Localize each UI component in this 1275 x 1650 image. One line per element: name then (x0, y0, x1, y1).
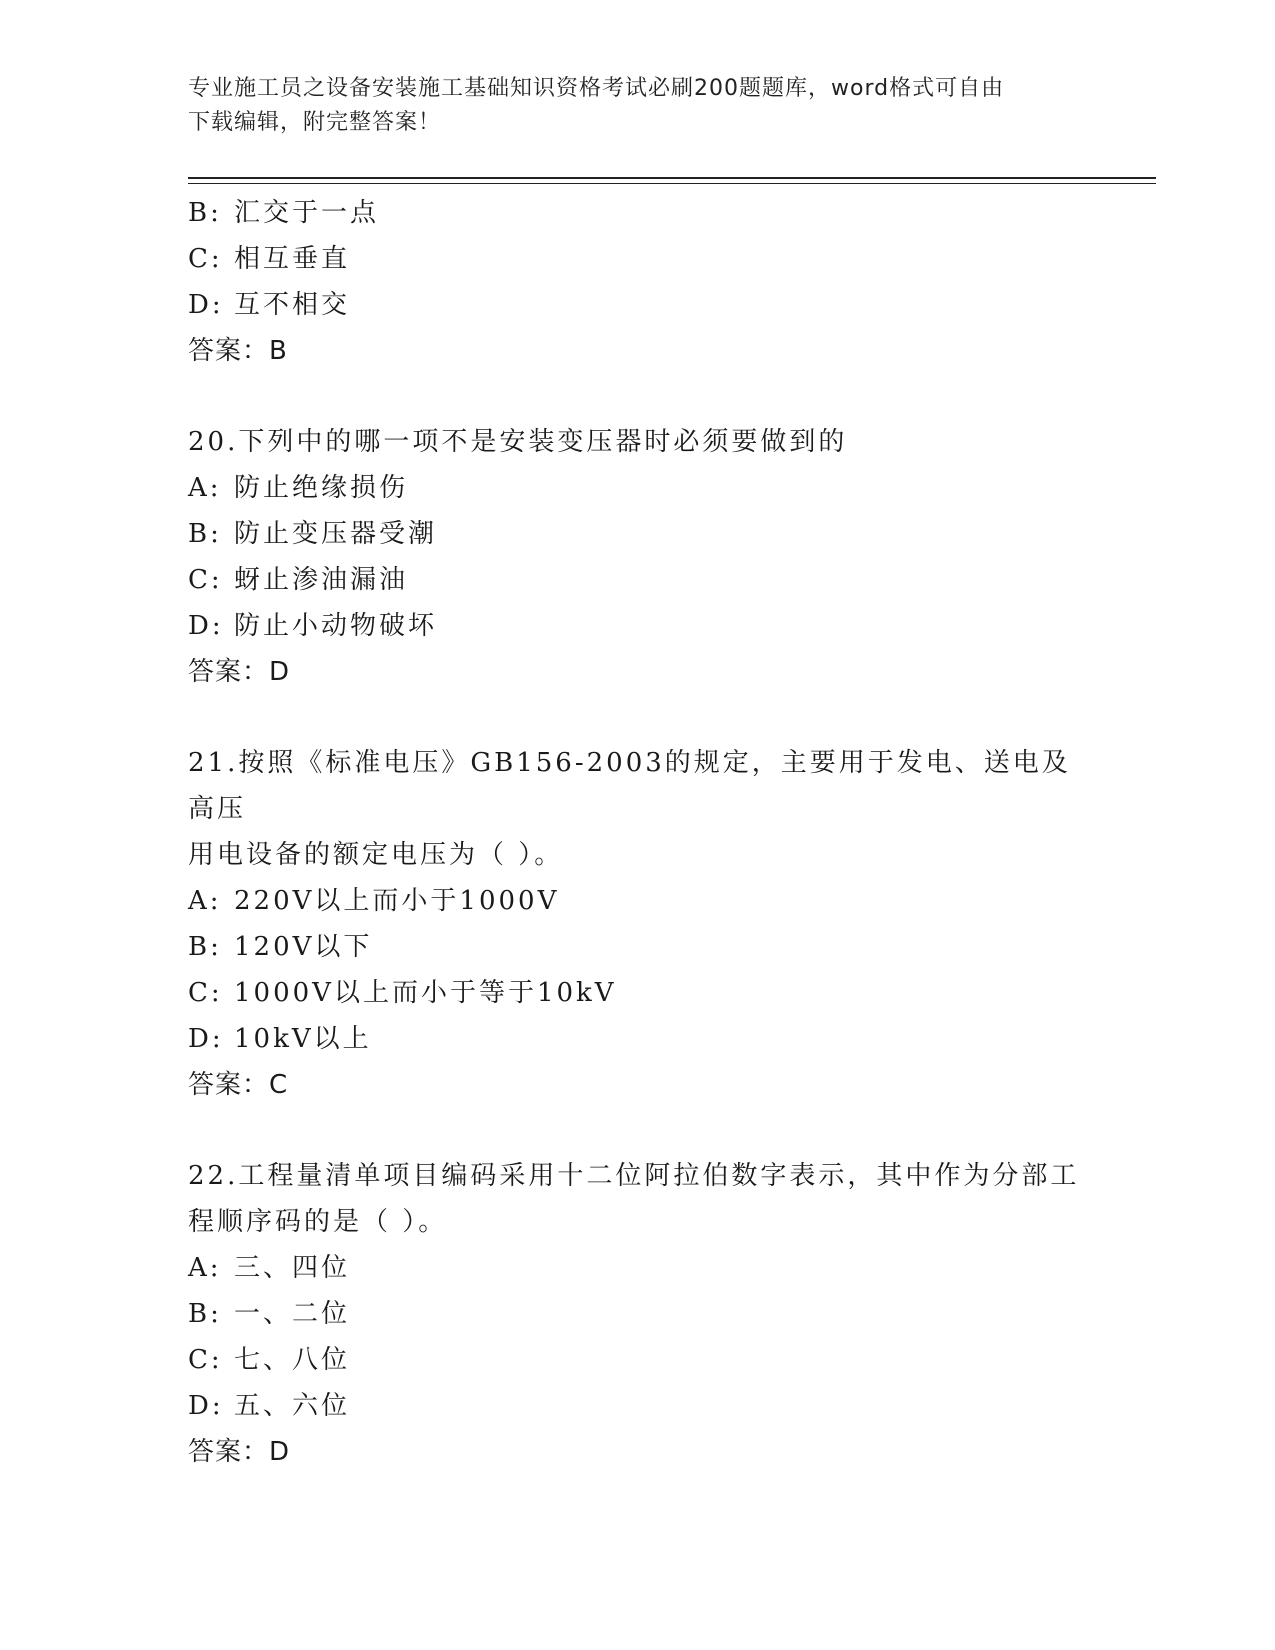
question-stem-continued: 用电设备的额定电压为（ ）。 (188, 840, 564, 870)
spacer (188, 374, 1088, 419)
option-text: 蚜止渗油漏油 (234, 565, 409, 595)
option-b (188, 190, 1088, 236)
option-text: 一、二位 (234, 1299, 351, 1329)
answer-line: 答案：C (188, 1070, 289, 1100)
header-divider-thin (188, 183, 1156, 184)
option-c (188, 557, 1088, 603)
option-text: 防止绝缘损伤 (234, 473, 409, 503)
option-d (188, 603, 1088, 649)
option-text: 相互垂直 (234, 244, 351, 274)
question-22 (188, 1153, 1088, 1475)
option-text: 10kV以上 (234, 1024, 372, 1054)
option-key: D: (188, 611, 224, 641)
option-d (188, 1383, 1088, 1429)
option-key: D: (188, 1391, 224, 1421)
option-key: B: (188, 932, 222, 962)
answer-line: 答案：D (188, 657, 291, 687)
answer-line: 答案：D (188, 1437, 291, 1467)
option-key: B: (188, 1299, 222, 1329)
question-list (188, 190, 1088, 1475)
option-a (188, 878, 1088, 924)
option-text: 五、六位 (234, 1391, 351, 1421)
option-b (188, 511, 1088, 557)
spacer (188, 1108, 1088, 1153)
option-b (188, 924, 1088, 970)
option-c (188, 970, 1088, 1016)
option-key: C: (188, 978, 223, 1008)
option-text: 防止小动物破坏 (234, 611, 438, 641)
question-stem: 20.下列中的哪一项不是安装变压器时必须要做到的 (188, 427, 848, 457)
option-text: 防止变压器受潮 (234, 519, 438, 549)
option-key: C: (188, 565, 223, 595)
option-key: C: (188, 1345, 223, 1375)
option-text: 三、四位 (234, 1253, 351, 1283)
option-a (188, 1245, 1088, 1291)
header-line-2: 下载编辑，附完整答案！ (188, 110, 442, 135)
option-text: 互不相交 (234, 290, 351, 320)
option-a (188, 465, 1088, 511)
option-key: D: (188, 1024, 224, 1054)
option-key: B: (188, 198, 222, 228)
question-19-continued (188, 190, 1088, 374)
question-20 (188, 419, 1088, 695)
spacer (188, 695, 1088, 740)
option-key: D: (188, 290, 224, 320)
option-text: 七、八位 (234, 1345, 351, 1375)
option-text: 120V以下 (234, 932, 373, 962)
option-text: 汇交于一点 (234, 198, 380, 228)
option-key: C: (188, 244, 223, 274)
option-d (188, 1016, 1088, 1062)
option-text: 1000V以上而小于等于10kV (234, 978, 617, 1008)
document-header (188, 72, 1088, 140)
header-line-1: 专业施工员之设备安装施工基础知识资格考试必刷200题题库，word格式可自由 (188, 76, 1005, 101)
option-key: A: (188, 1253, 222, 1283)
option-b (188, 1291, 1088, 1337)
option-d (188, 282, 1088, 328)
question-stem: 21.按照《标准电压》GB156-2003的规定，主要用于发电、送电及高压 (188, 748, 1071, 824)
header-divider (188, 177, 1156, 179)
option-c (188, 1337, 1088, 1383)
question-stem-continued: 程顺序码的是（ ）。 (188, 1207, 448, 1237)
option-text: 220V以上而小于1000V (234, 886, 560, 916)
option-key: A: (188, 886, 222, 916)
question-stem: 22.工程量清单项目编码采用十二位阿拉伯数字表示，其中作为分部工 (188, 1161, 1080, 1191)
answer-line: 答案：B (188, 336, 288, 366)
option-c (188, 236, 1088, 282)
question-21 (188, 740, 1088, 1108)
option-key: A: (188, 473, 222, 503)
option-key: B: (188, 519, 222, 549)
